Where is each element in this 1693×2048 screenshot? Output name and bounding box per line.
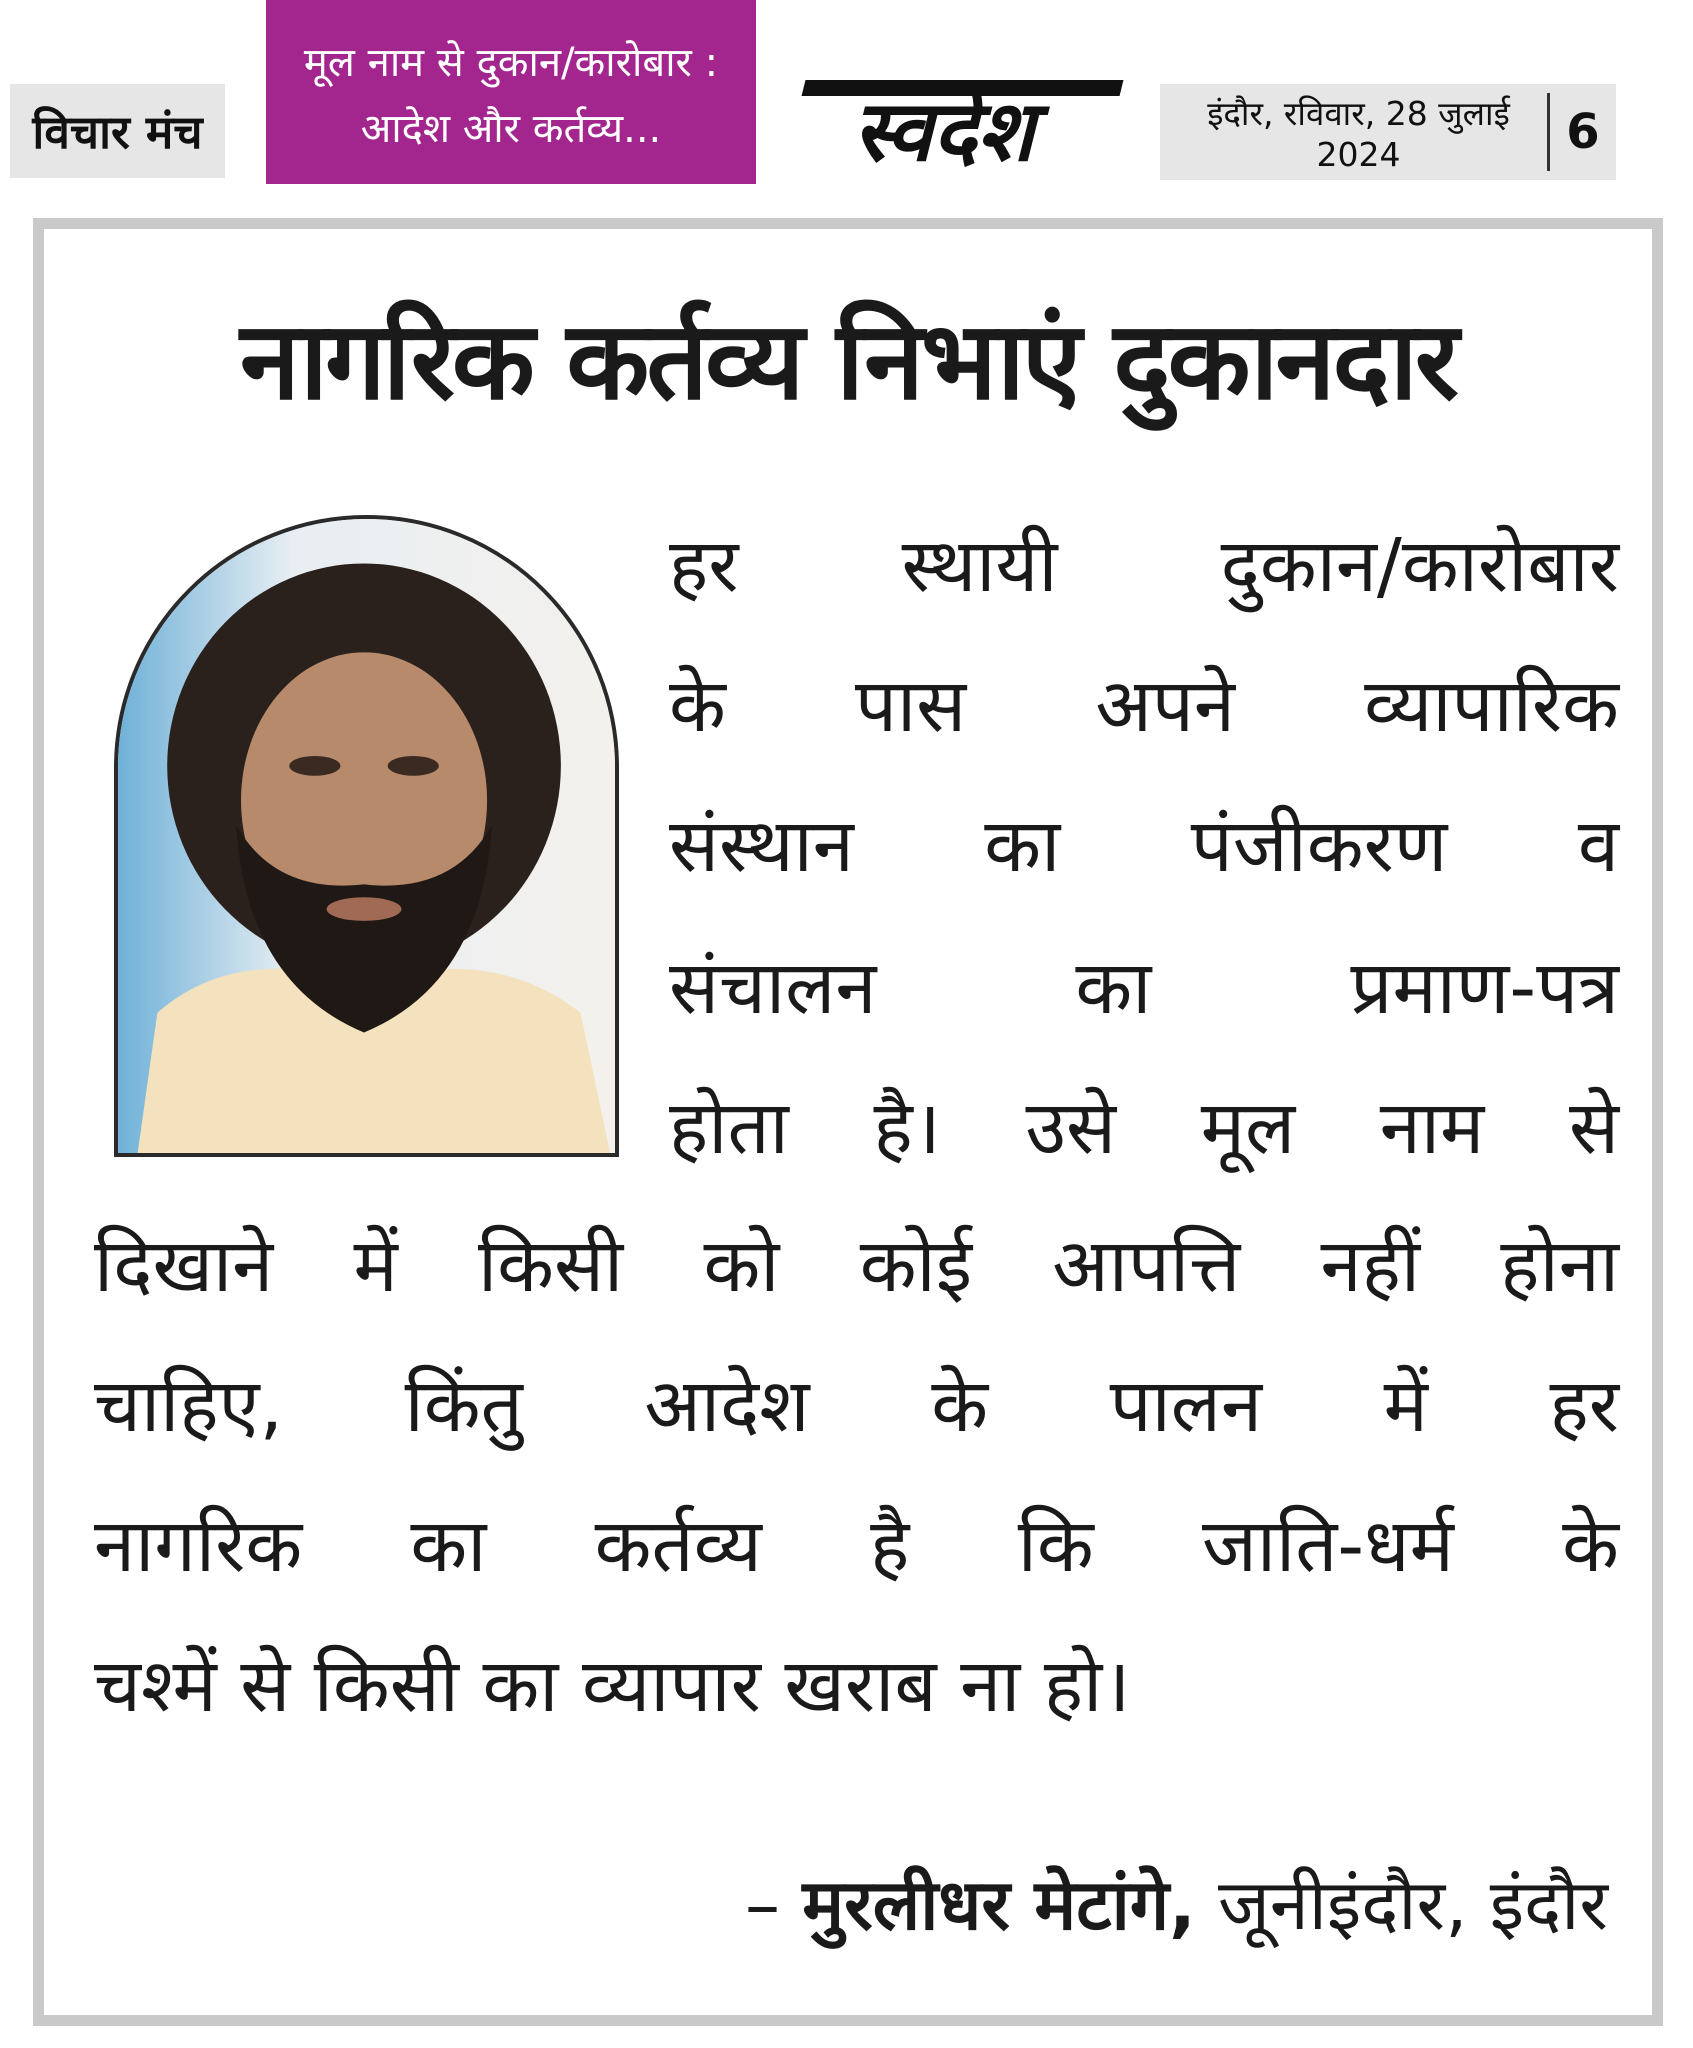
body-word: कि xyxy=(1017,1503,1094,1589)
body-word: का xyxy=(1075,945,1152,1031)
body-line xyxy=(669,803,1619,889)
body-line xyxy=(94,1223,1619,1309)
body-word: नाम xyxy=(1379,1085,1485,1171)
teaser-box[interactable] xyxy=(266,0,756,184)
author-name: मुरलीधर मेटांगे, xyxy=(802,1864,1196,1946)
body-line xyxy=(669,945,1619,1031)
page-number: 6 xyxy=(1566,104,1600,160)
body-line xyxy=(669,523,1619,609)
body-word: का xyxy=(984,803,1061,889)
body-word: में xyxy=(1383,1363,1428,1449)
body-word: व्यापारिक xyxy=(1364,663,1619,749)
body-word: आदेश xyxy=(644,1363,810,1449)
body-word: के xyxy=(931,1363,989,1449)
byline xyxy=(745,1854,1608,1950)
body-word: चश्में से किसी का व्यापार खराब ना हो। xyxy=(94,1643,1131,1729)
body-word: स्थायी xyxy=(901,523,1058,609)
body-word: पंजीकरण xyxy=(1190,803,1448,889)
logo-text: स्वदेश xyxy=(847,83,1054,181)
body-word: को xyxy=(703,1223,780,1309)
newspaper-logo xyxy=(780,62,1125,182)
body-word: किंतु xyxy=(404,1363,523,1449)
teaser-line-1: मूल नाम से दुकान/कारोबार : xyxy=(303,40,719,86)
body-word: पालन xyxy=(1109,1363,1263,1449)
body-word: हर xyxy=(669,523,739,609)
body-word: व xyxy=(1577,803,1619,889)
author-photo xyxy=(114,515,619,1157)
dateline-bar xyxy=(1160,84,1616,180)
body-word: कोई xyxy=(859,1223,973,1309)
body-word: का xyxy=(410,1503,487,1589)
dateline-text: इंदौर, रविवार, 28 जुलाई 2024 xyxy=(1207,94,1510,174)
teaser-line-2: आदेश और कर्तव्य... xyxy=(360,106,662,152)
body-word: में xyxy=(353,1223,398,1309)
section-label: विचार मंच xyxy=(10,84,225,178)
body-word: जाति-धर्म xyxy=(1201,1503,1454,1589)
body-word: कर्तव्य xyxy=(594,1503,762,1589)
body-word: संस्थान xyxy=(669,803,854,889)
body-word: प्रमाण-पत्र xyxy=(1350,945,1619,1031)
body-line xyxy=(94,1503,1619,1589)
body-word: दिखाने xyxy=(94,1223,274,1309)
byline-dash: – xyxy=(745,1864,781,1946)
body-line xyxy=(94,1363,1619,1449)
body-line xyxy=(669,1085,1619,1171)
body-word: नागरिक xyxy=(94,1503,303,1589)
article-headline: नागरिक कर्तव्य निभाएं दुकानदार xyxy=(240,299,1456,424)
body-line xyxy=(669,663,1619,749)
body-word: उसे xyxy=(1025,1085,1117,1171)
body-word: होना xyxy=(1500,1223,1619,1309)
body-word: नहीं xyxy=(1320,1223,1421,1309)
body-word: है। xyxy=(873,1085,941,1171)
body-word: पास xyxy=(854,663,967,749)
body-line xyxy=(94,1643,1494,1729)
body-word: दुकान/कारोबार xyxy=(1220,523,1619,609)
body-word: संचालन xyxy=(669,945,877,1031)
body-word: हर xyxy=(1549,1363,1619,1449)
body-word: के xyxy=(669,663,726,749)
body-word: मूल xyxy=(1200,1085,1296,1171)
body-word: अपने xyxy=(1095,663,1235,749)
letter-article xyxy=(33,218,1663,2026)
body-word: है xyxy=(870,1503,910,1589)
body-word: के xyxy=(1562,1503,1619,1589)
author-location: जूनीइंदौर, इंदौर xyxy=(1217,1864,1608,1946)
body-word: से xyxy=(1568,1085,1619,1171)
body-word: आपत्ति xyxy=(1052,1223,1241,1309)
body-word: होता xyxy=(669,1085,789,1171)
body-word: चाहिए, xyxy=(94,1363,284,1449)
body-word: किसी xyxy=(478,1223,624,1309)
